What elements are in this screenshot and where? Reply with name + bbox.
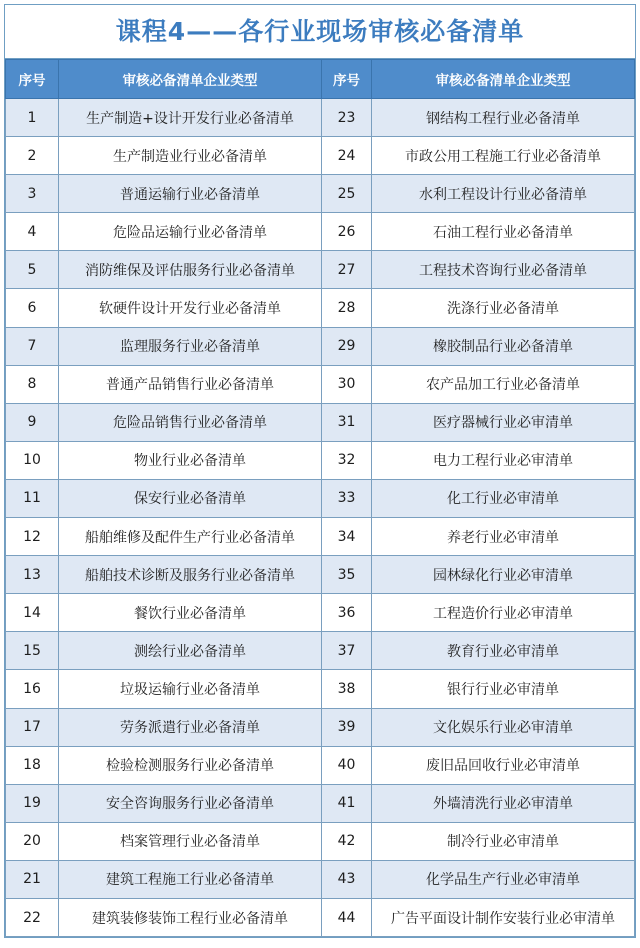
type-right-cell: 工程技术咨询行业必备清单 [372,251,635,289]
type-right-cell: 外墙清洗行业必审清单 [372,784,635,822]
type-left-cell: 普通产品销售行业必备清单 [59,365,322,403]
serial-right-cell: 23 [322,99,372,137]
type-left-cell: 监理服务行业必备清单 [59,327,322,365]
serial-right-cell: 28 [322,289,372,327]
type-left-cell: 餐饮行业必备清单 [59,594,322,632]
table-row [6,213,635,251]
type-left-cell: 物业行业必备清单 [59,441,322,479]
type-left-cell: 软硬件设计开发行业必备清单 [59,289,322,327]
checklist-table [5,59,635,937]
table-row [6,670,635,708]
type-right-cell: 洗涤行业必备清单 [372,289,635,327]
header-type-left: 审核必备清单企业类型 [59,60,322,99]
type-right-cell: 橡胶制品行业必备清单 [372,327,635,365]
table-row [6,403,635,441]
serial-left-cell: 21 [6,860,59,898]
serial-left-cell: 13 [6,556,59,594]
serial-left-cell: 9 [6,403,59,441]
type-right-cell: 钢结构工程行业必备清单 [372,99,635,137]
type-right-cell: 电力工程行业必审清单 [372,441,635,479]
serial-left-cell: 10 [6,441,59,479]
serial-right-cell: 42 [322,822,372,860]
type-left-cell: 生产制造业行业必备清单 [59,137,322,175]
type-right-cell: 工程造价行业必审清单 [372,594,635,632]
serial-left-cell: 3 [6,175,59,213]
type-right-cell: 废旧品回收行业必审清单 [372,746,635,784]
table-row [6,479,635,517]
table-row [6,746,635,784]
type-left-cell: 建筑装修装饰工程行业必备清单 [59,898,322,936]
serial-right-cell: 39 [322,708,372,746]
serial-right-cell: 32 [322,441,372,479]
serial-left-cell: 8 [6,365,59,403]
serial-left-cell: 18 [6,746,59,784]
table-row [6,784,635,822]
serial-right-cell: 34 [322,518,372,556]
table-row [6,441,635,479]
type-left-cell: 船舶技术诊断及服务行业必备清单 [59,556,322,594]
type-left-cell: 危险品销售行业必备清单 [59,403,322,441]
type-right-cell: 银行行业必审清单 [372,670,635,708]
serial-left-cell: 6 [6,289,59,327]
type-left-cell: 劳务派遣行业必备清单 [59,708,322,746]
serial-right-cell: 29 [322,327,372,365]
table-body [6,99,635,937]
serial-left-cell: 7 [6,327,59,365]
type-right-cell: 市政公用工程施工行业必备清单 [372,137,635,175]
serial-left-cell: 22 [6,898,59,936]
table-row [6,556,635,594]
serial-right-cell: 40 [322,746,372,784]
serial-right-cell: 33 [322,479,372,517]
serial-right-cell: 25 [322,175,372,213]
type-left-cell: 消防维保及评估服务行业必备清单 [59,251,322,289]
type-right-cell: 石油工程行业必备清单 [372,213,635,251]
serial-left-cell: 11 [6,479,59,517]
serial-left-cell: 1 [6,99,59,137]
serial-left-cell: 19 [6,784,59,822]
table-row [6,632,635,670]
serial-right-cell: 30 [322,365,372,403]
serial-left-cell: 16 [6,670,59,708]
serial-right-cell: 44 [322,898,372,936]
table-row [6,898,635,936]
table-row [6,327,635,365]
type-right-cell: 养老行业必审清单 [372,518,635,556]
type-left-cell: 生产制造+设计开发行业必备清单 [59,99,322,137]
checklist-sheet [4,4,636,938]
header-serial-left: 序号 [6,60,59,99]
table-row [6,175,635,213]
table-row [6,289,635,327]
type-right-cell: 化学品生产行业必审清单 [372,860,635,898]
serial-right-cell: 41 [322,784,372,822]
table-row [6,251,635,289]
type-left-cell: 安全咨询服务行业必备清单 [59,784,322,822]
serial-right-cell: 38 [322,670,372,708]
serial-left-cell: 2 [6,137,59,175]
type-left-cell: 船舶维修及配件生产行业必备清单 [59,518,322,556]
table-row [6,822,635,860]
type-right-cell: 化工行业必审清单 [372,479,635,517]
table-row [6,860,635,898]
type-left-cell: 检验检测服务行业必备清单 [59,746,322,784]
type-left-cell: 档案管理行业必备清单 [59,822,322,860]
type-left-cell: 建筑工程施工行业必备清单 [59,860,322,898]
serial-left-cell: 17 [6,708,59,746]
serial-left-cell: 20 [6,822,59,860]
table-row [6,365,635,403]
type-right-cell: 文化娱乐行业必审清单 [372,708,635,746]
type-right-cell: 园林绿化行业必审清单 [372,556,635,594]
type-left-cell: 测绘行业必备清单 [59,632,322,670]
type-right-cell: 水利工程设计行业必备清单 [372,175,635,213]
type-right-cell: 制冷行业必审清单 [372,822,635,860]
table-row [6,137,635,175]
serial-right-cell: 27 [322,251,372,289]
serial-right-cell: 35 [322,556,372,594]
serial-left-cell: 15 [6,632,59,670]
serial-right-cell: 43 [322,860,372,898]
table-row [6,708,635,746]
serial-left-cell: 5 [6,251,59,289]
page-title: 课程4——各行业现场审核必备清单 [5,5,635,59]
serial-right-cell: 37 [322,632,372,670]
table-header-row [6,60,635,99]
table-row [6,99,635,137]
table-row [6,518,635,556]
type-left-cell: 保安行业必备清单 [59,479,322,517]
serial-left-cell: 14 [6,594,59,632]
type-left-cell: 普通运输行业必备清单 [59,175,322,213]
header-type-right: 审核必备清单企业类型 [372,60,635,99]
serial-left-cell: 12 [6,518,59,556]
type-right-cell: 教育行业必审清单 [372,632,635,670]
table-row [6,594,635,632]
serial-right-cell: 31 [322,403,372,441]
type-right-cell: 广告平面设计制作安装行业必审清单 [372,898,635,936]
serial-right-cell: 36 [322,594,372,632]
serial-right-cell: 24 [322,137,372,175]
header-serial-right: 序号 [322,60,372,99]
serial-left-cell: 4 [6,213,59,251]
serial-right-cell: 26 [322,213,372,251]
type-right-cell: 医疗器械行业必审清单 [372,403,635,441]
type-left-cell: 危险品运输行业必备清单 [59,213,322,251]
type-left-cell: 垃圾运输行业必备清单 [59,670,322,708]
type-right-cell: 农产品加工行业必备清单 [372,365,635,403]
